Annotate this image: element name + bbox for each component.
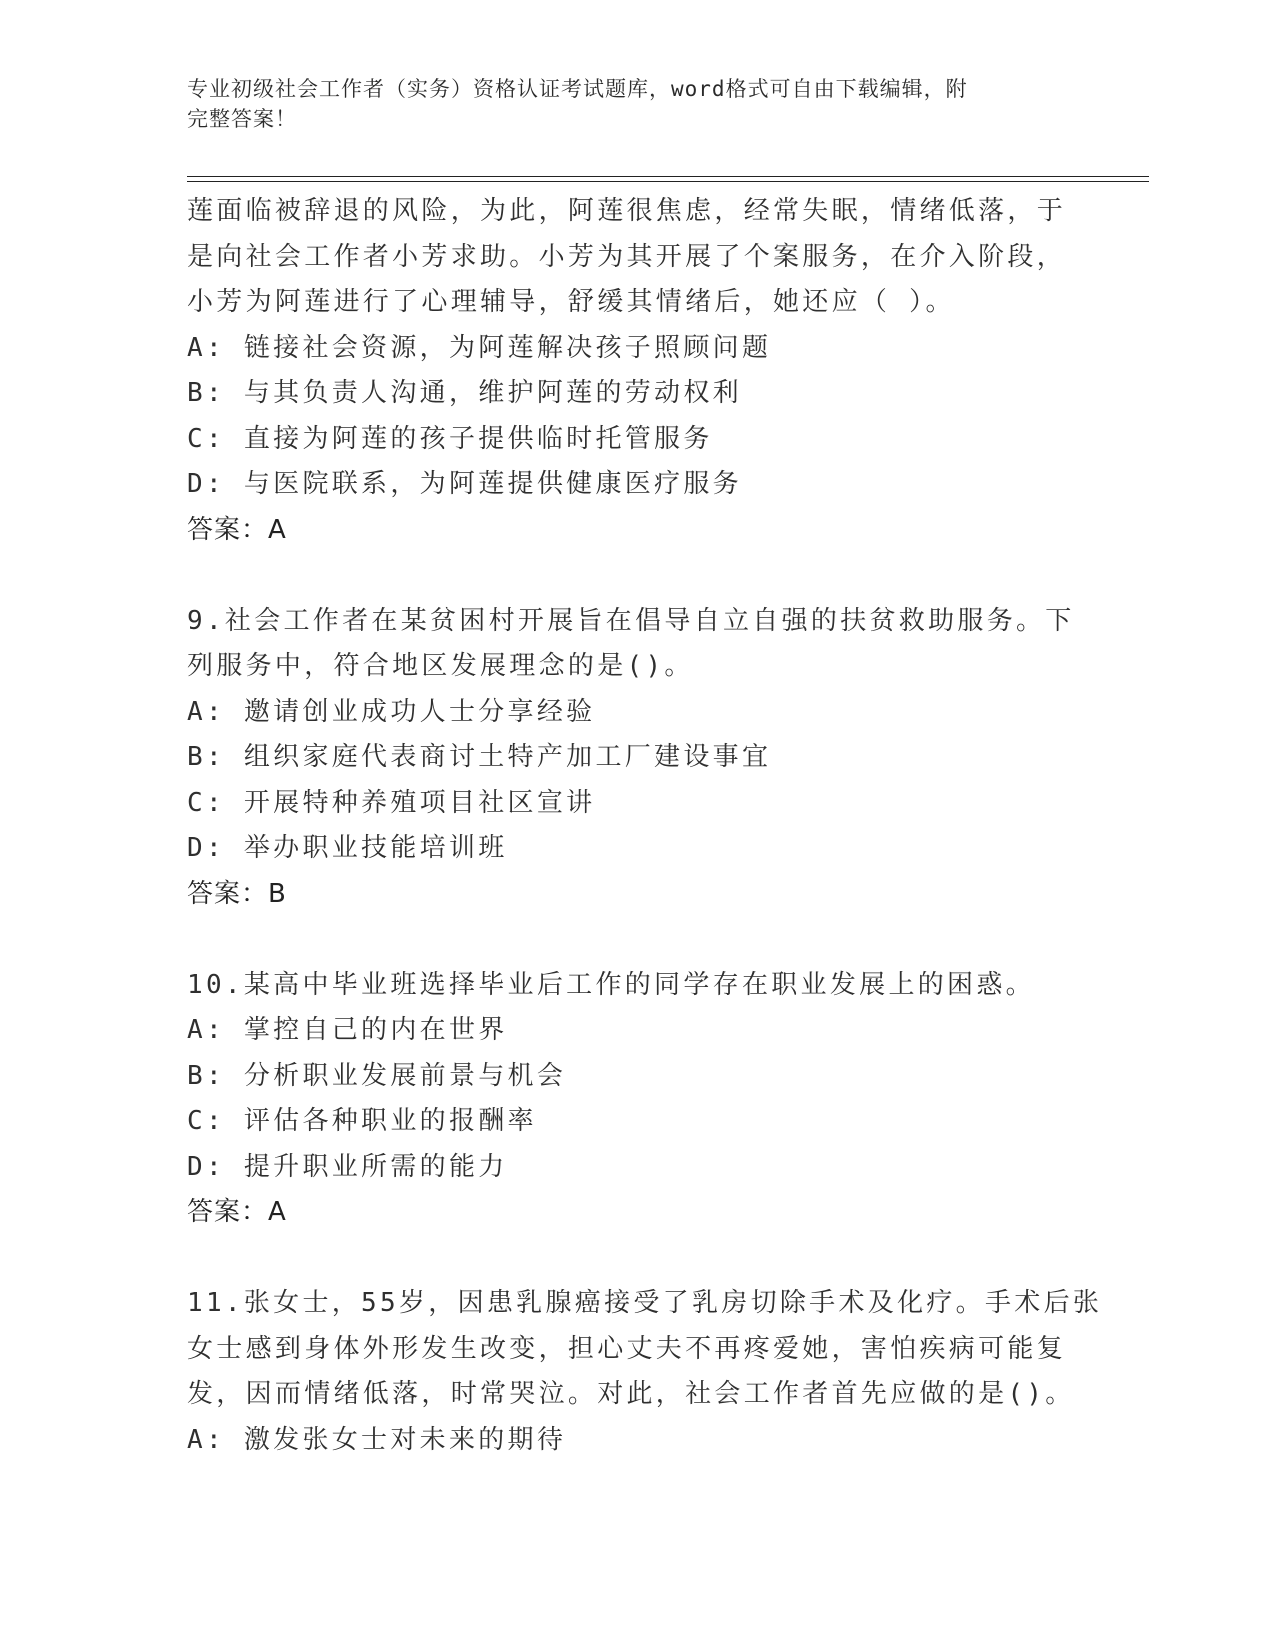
question-stem-line: 列服务中，符合地区发展理念的是()。 (187, 651, 694, 681)
option-b: B: 与其负责人沟通，维护阿莲的劳动权利 (187, 378, 742, 408)
answer-label: 答案：A (187, 514, 287, 545)
spacer (187, 553, 1087, 599)
question-9 (187, 599, 1087, 918)
option-d: D: 与医院联系，为阿莲提供健康医疗服务 (187, 469, 742, 499)
question-8 (187, 189, 1087, 553)
question-stem-line: 9.社会工作者在某贫困村开展旨在倡导自立自强的扶贫救助服务。下 (187, 605, 1075, 636)
question-stem-line: 莲面临被辞退的风险，为此，阿莲很焦虑，经常失眠，情绪低落，于 (187, 196, 1067, 226)
header-line-2: 完整答案！ (187, 107, 297, 131)
answer-label: 答案：B (187, 878, 287, 909)
question-stem-line: 女士感到身体外形发生改变，担心丈夫不再疼爱她，害怕疾病可能复 (187, 1333, 1067, 1364)
header-rule-top (187, 176, 1149, 177)
option-c: C: 直接为阿莲的孩子提供临时托管服务 (187, 423, 713, 454)
option-b: B: 分析职业发展前景与机会 (187, 1060, 567, 1091)
question-11 (187, 1281, 1103, 1463)
question-stem-line: 小芳为阿莲进行了心理辅导，舒缓其情绪后，她还应（ ）。 (187, 287, 955, 317)
question-10 (187, 963, 1087, 1236)
option-a: A: 链接社会资源，为阿莲解决孩子照顾问题 (187, 332, 772, 363)
question-stem-line: 10.某高中毕业班选择毕业后工作的同学存在职业发展上的困惑。 (187, 969, 1035, 1000)
option-d: D: 提升职业所需的能力 (187, 1151, 508, 1182)
header-line-1: 专业初级社会工作者（实务）资格认证考试题库，word格式可自由下载编辑，附 (187, 77, 968, 101)
spacer (187, 917, 1087, 963)
option-b: B: 组织家庭代表商讨土特产加工厂建设事宜 (187, 742, 772, 772)
option-c: C: 评估各种职业的报酬率 (187, 1106, 537, 1136)
question-stem-line: 发，因而情绪低落，时常哭泣。对此，社会工作者首先应做的是()。 (187, 1379, 1075, 1409)
option-a: A: 掌控自己的内在世界 (187, 1015, 508, 1045)
question-stem-line: 11.张女士，55岁，因患乳腺癌接受了乳房切除手术及化疗。手术后张 (187, 1288, 1103, 1318)
spacer (187, 1236, 1087, 1282)
header-rule-bottom (187, 181, 1149, 182)
option-d: D: 举办职业技能培训班 (187, 833, 508, 863)
option-a: A: 邀请创业成功人士分享经验 (187, 696, 596, 727)
option-a: A: 激发张女士对未来的期待 (187, 1424, 567, 1455)
page-header (187, 74, 1067, 134)
question-list (187, 189, 1103, 1463)
option-c: C: 开展特种养殖项目社区宣讲 (187, 787, 596, 818)
answer-label: 答案：A (187, 1197, 287, 1227)
question-stem-line: 是向社会工作者小芳求助。小芳为其开展了个案服务，在介入阶段， (187, 241, 1067, 272)
